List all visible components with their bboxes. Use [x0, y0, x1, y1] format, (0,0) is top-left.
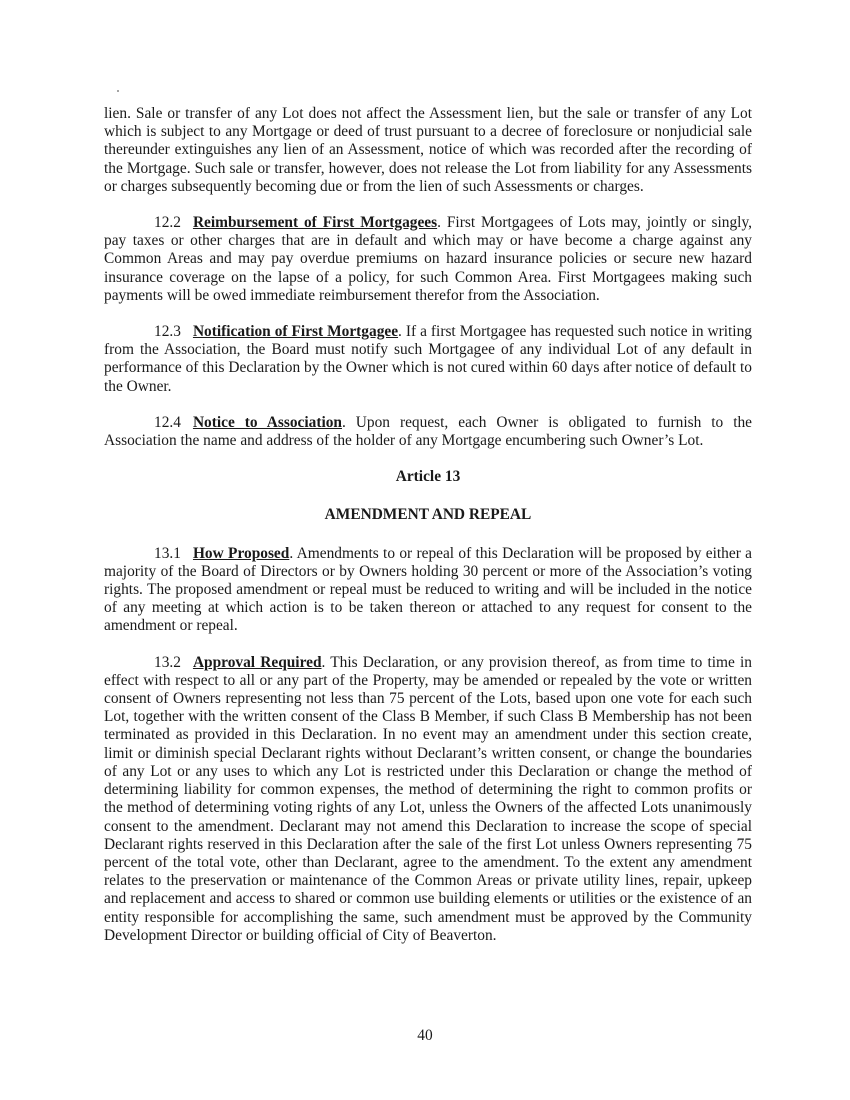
article-heading: Article 13: [395, 468, 461, 486]
article-title: AMENDMENT AND REPEAL: [324, 506, 532, 524]
section-title: How Proposed: [192, 544, 290, 562]
section-number: 12.4: [154, 413, 181, 431]
section-12-4: [104, 414, 752, 450]
section-number: 12.2: [154, 214, 181, 232]
section-12-3: [104, 323, 752, 396]
section-body: . This Declaration, or any provision thereof, as from time to time in effect with respect to all or any part of the Property, may be amended or repealed by the vote or written consent of Owners representing not less than 75 percent of the Lots, based upon one vote for each such Lot, together with the written consent of the Class B Member, if such Class B Membership has not been terminated as provided in this Declaration. In no event may an amendment under this section create, limit or diminish special Declarant rights without Declarant’s written consent, or change the boundaries of any Lot or any uses to which any Lot is restricted under this Declaration or change the method of determining liability for common expenses, the method of determining the right to common profits or the method of determining voting rights of any Lot, unless the Owners of the affected Lots unanimously consent to the amendment. Declarant may not amend this Declaration to increase the scope of special Declarant rights reserved in this Declaration after the sale of the first Lot unless Owners representing 75 percent of the total vote, other than Declarant, agree to the amendment. To the extent any amendment relates to the preservation or maintenance of the Common Areas or private utility lines, repair, upkeep and replacement and access to shared or common use building elements or utilities or the existence of an entity responsible for accomplishing the same, such amendment must be approved by the Community Development Director or building official of City of Beaverton.: [104, 653, 752, 944]
section-body: . First Mortgagees of Lots may, jointly or singly, pay taxes or other charges that are in default and which may or have become a charge against any Common Areas and may pay overdue premiums on hazard insurance policies or secure new hazard insurance coverage on the lapse of a policy, for such Common Area. First Mortgagees making such payments will be owed immediate reimbursement therefor from the Association.: [104, 214, 752, 304]
section-body: . Upon request, each Owner is obligated to furnish to the Association the name and address of the holder of any Mortgage encumbering such Owner’s Lot.: [104, 413, 752, 450]
section-title: Approval Required: [192, 653, 322, 671]
section-title: Notice to Association: [192, 413, 342, 431]
section-13-1: [104, 545, 752, 636]
section-13-2: [104, 654, 752, 945]
section-number: 13.1: [154, 544, 181, 562]
section-title: Notification of First Mortgagee: [192, 323, 399, 341]
section-body: . If a first Mortgagee has requested such notice in writing from the Association, the Board must notify such Mortgagee of any individual Lot of any default in performance of this Declaration by the Owner which is not cured within 60 days after notice of default to the Owner.: [104, 323, 752, 395]
section-12-2: [104, 214, 752, 305]
section-body: . Amendments to or repeal of this Declaration will be proposed by either a majority of the Board of Directors or by Owners holding 30 percent or more of the Association’s voting rights. The proposed amendment or repeal must be reduced to writing and will be included in the notice of any meeting at which action is to be taken thereon or attached to any request for consent to the amendment or repeal.: [104, 544, 752, 635]
section-number: 13.2: [154, 653, 181, 671]
opening-paragraph: lien. Sale or transfer of any Lot does not affect the Assessment lien, but the sale or transfer of any Lot which is subject to any Mortgage or deed of trust pursuant to a decree of foreclosure or nonjudicial sale thereunder extinguishes any lien of an Assessment, notice of which was recorded after the recording of the Mortgage. Such sale or transfer, however, does not release the Lot from liability for any Assessments or charges subsequently becoming due or from the lien of such Assessments or charges.: [104, 105, 752, 195]
section-title: Reimbursement of First Mortgagees: [192, 214, 438, 232]
page-number: 40: [417, 1027, 433, 1044]
document-page: [104, 105, 752, 963]
section-number: 12.3: [154, 323, 181, 341]
scan-speck: [117, 90, 119, 92]
